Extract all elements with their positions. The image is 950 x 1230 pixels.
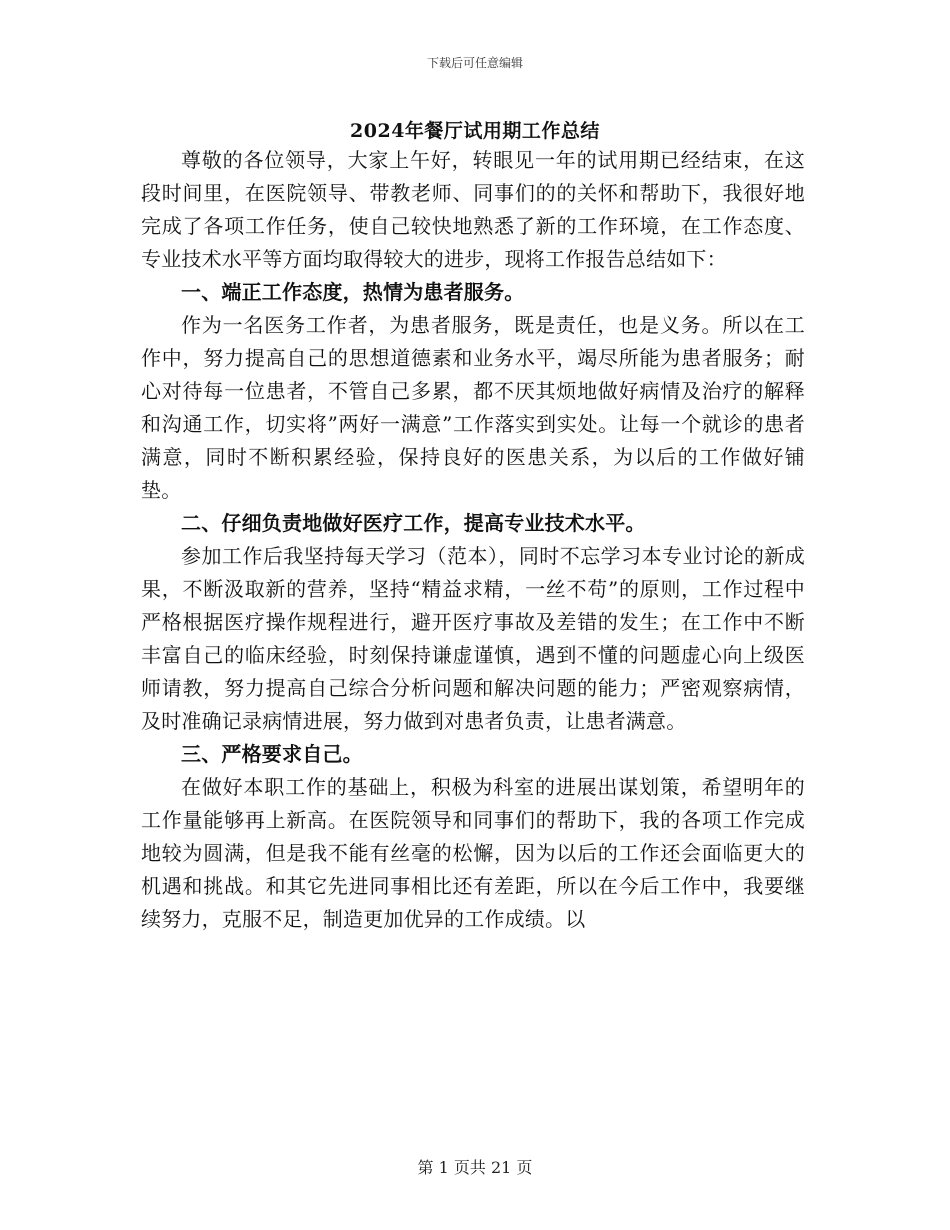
page-number: 第 1 页共 21 页 bbox=[417, 1158, 533, 1177]
section-body-3: 在做好本职工作的基础上，积极为科室的进展出谋划策，希望明年的工作量能够再上新高。在医院领导和同事们的帮助下，我的各项工作完成地较为圆满，但是我不能有丝毫的松懈，因为以后的工作还会面临更大的机遇和挑战。和其它先进同事相比还有差距，所以在今后工作中，我要继续努力，克服不足，制造更加优异的工作成绩。以 bbox=[141, 775, 805, 931]
intro-paragraph: 尊敬的各位领导，大家上午好，转眼见一年的试用期已经结束，在这段时间里，在医院领导、带教老师、同事们的的关怀和帮助下，我很好地完成了各项工作任务，使自己较快地熟悉了新的工作环境，在工作态度、专业技术水平等方面均取得较大的进步，现将工作报告总结如下： bbox=[141, 148, 805, 271]
header-note: 下载后可任意编辑 bbox=[426, 56, 523, 70]
document-title: 2024年餐厅试用期工作总结 bbox=[350, 120, 600, 142]
section-body-1: 作为一名医务工作者，为患者服务，既是责任，也是义务。所以在工作中，努力提高自己的思想道德素和业务水平，竭尽所能为患者服务；耐心对待每一位患者，不管自己多累，都不厌其烦地做好病情及治疗的解释和沟通工作，切实将”两好一满意”工作落实到实处。让每一个就诊的患者满意，同时不断积累经验，保持良好的医患关系，为以后的工作做好铺垫。 bbox=[141, 313, 805, 502]
section-heading-2: 二、仔细负责地做好医疗工作，提高专业技术水平。 bbox=[181, 511, 646, 535]
section-body-2: 参加工作后我坚持每天学习（范本），同时不忘学习本专业讨论的新成果，不断汲取新的营养，坚持“精益求精，一丝不苟”的原则，工作过程中严格根据医疗操作规程进行，避开医疗事故及差错的发生；在工作中不断丰富自己的临床经验，时刻保持谦虚谨慎，遇到不懂的问题虚心向上级医师请教，努力提高自己综合分析问题和解决问题的能力；严密观察病情，及时准确记录病情进展，努力做到对患者负责，让患者满意。 bbox=[141, 544, 805, 733]
document-body bbox=[141, 144, 805, 936]
section-heading-3: 三、严格要求自己。 bbox=[181, 742, 363, 766]
section-heading-1: 一、端正工作态度，热情为患者服务。 bbox=[181, 280, 525, 304]
